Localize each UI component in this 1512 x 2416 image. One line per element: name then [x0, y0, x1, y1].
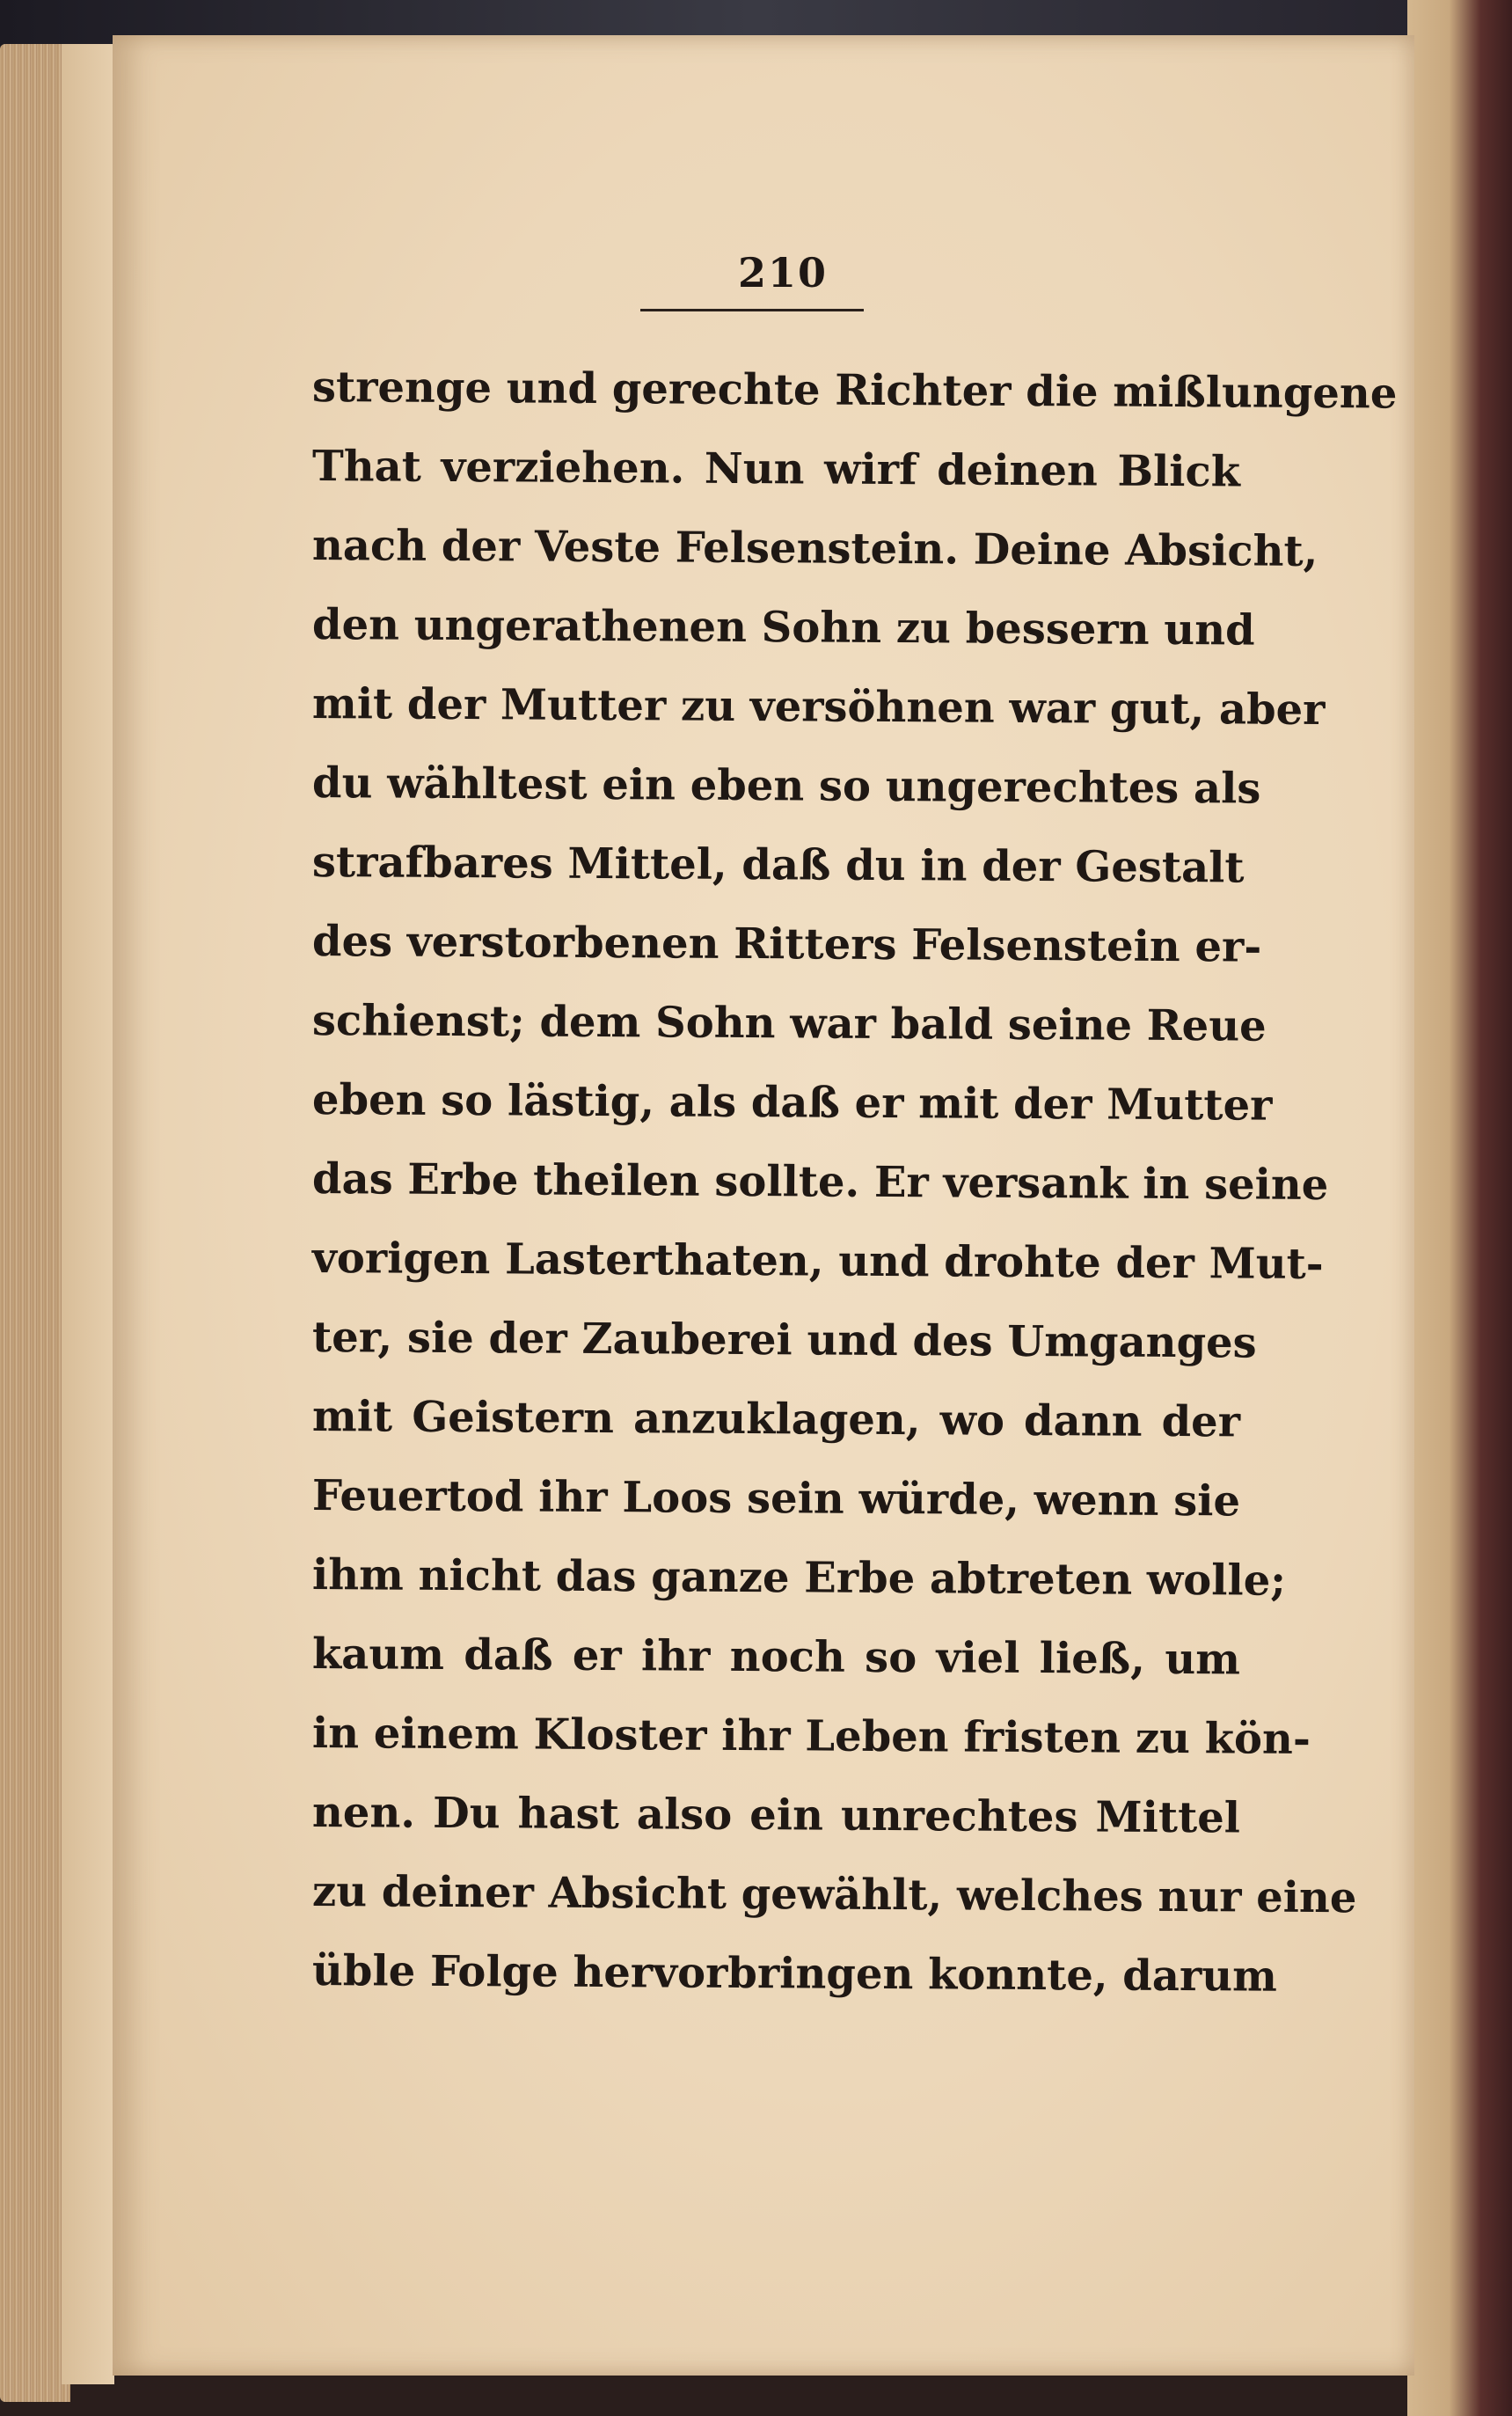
text-line: Feuertod ihr Loos sein würde, wenn sie: [311, 1471, 1241, 1526]
text-line: mit der Mutter zu versöhnen war gut, aber: [311, 679, 1326, 736]
text-line: ihm nicht das ganze Erbe abtreten wolle;: [311, 1550, 1287, 1606]
text-line: nach der Veste Felsenstein. Deine Absicht,: [311, 521, 1318, 576]
text-line: ter, sie der Zauberei und des Umganges: [311, 1313, 1257, 1368]
text-line: zu deiner Absicht gewählt, welches nur eine: [311, 1867, 1357, 1923]
text-line: mit Geistern anzuklagen, wo dann der: [311, 1392, 1241, 1447]
text-line: das Erbe theilen sollte. Er versank in seine: [311, 1154, 1329, 1211]
text-line: That verziehen. Nun wirf deinen Blick: [311, 442, 1241, 497]
text-line: üble Folge hervorbringen konnte, darum: [311, 1946, 1278, 2002]
text-line: strafbares Mittel, daß du in der Gestalt: [311, 838, 1245, 893]
text-line: nen. Du hast also ein unrechtes Mittel: [311, 1788, 1241, 1843]
text-line: du wähltest ein eben so ungerechtes als: [311, 758, 1261, 814]
page-number: 210: [737, 249, 829, 297]
book-page-margin: [62, 44, 114, 2384]
text-line: eben so lästig, als daß er mit der Mutter: [311, 1075, 1273, 1131]
book-cover-edge: [1407, 0, 1512, 2416]
text-line: schienst; dem Sohn war bald seine Reue: [311, 996, 1267, 1051]
book-page-edges: [0, 44, 70, 2402]
text-line: in einem Kloster ihr Leben fristen zu kön-: [311, 1709, 1311, 1764]
text-line: kaum daß er ihr noch so viel ließ, um: [311, 1629, 1241, 1685]
text-line: strenge und gerechte Richter die mißlungene: [311, 362, 1398, 419]
header-rule: [640, 309, 864, 311]
text-line: vorigen Lasterthaten, und drohte der Mut-: [311, 1234, 1324, 1290]
text-line: des verstorbenen Ritters Felsenstein er-: [311, 917, 1262, 972]
text-line: den ungerathenen Sohn zu bessern und: [311, 600, 1255, 655]
